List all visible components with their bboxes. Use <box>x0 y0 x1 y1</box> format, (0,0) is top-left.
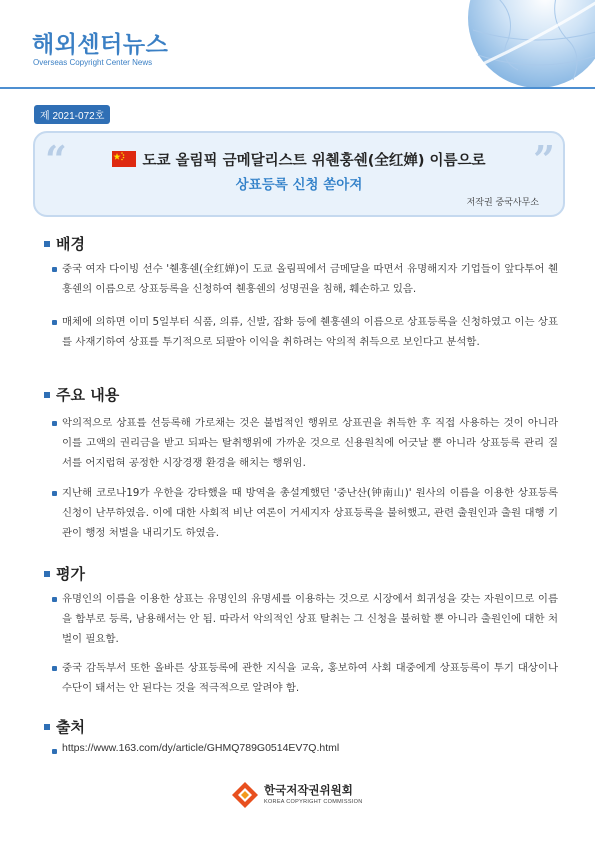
china-flag-icon <box>112 151 136 167</box>
heading-marker-icon <box>44 724 50 730</box>
globe-icon <box>398 0 595 88</box>
kcc-logo-icon <box>230 780 260 810</box>
section-heading-source <box>44 716 85 737</box>
section-heading-label: 배경 <box>56 235 85 253</box>
bullet-icon <box>52 597 57 602</box>
list-item: 중국 여자 다이빙 선수 '췐훙쉔(全红婵)이 도쿄 올림픽에서 금메달을 따면서 유명해지자 기업들이 앞다투어 췐훙쉔의 이름으로 상표등록을 신청하여 췐훙쉔의 성명권을 침해, 훼손하고 있음. <box>62 263 558 295</box>
article-title-line1 <box>35 149 563 170</box>
heading-marker-icon <box>44 392 50 398</box>
section-heading-label: 주요 내용 <box>56 386 120 404</box>
close-quote-icon: ” <box>533 137 555 182</box>
list-item: 매체에 의하면 이미 5일부터 식품, 의류, 신발, 잡화 등에 췐훙쉔의 이름으로 상표등록을 신청하였고 이는 상표를 사재기하여 상표를 투기적으로 되팔아 이익을 취하려는 악의적 취득으로 보인다고 분석함. <box>62 316 558 348</box>
open-quote-icon: “ <box>45 137 67 182</box>
section-heading-label: 평가 <box>56 565 85 583</box>
bullet-icon <box>52 491 57 496</box>
newsletter-title: 해외센터뉴스 <box>32 32 169 58</box>
section-heading-background <box>44 233 85 254</box>
list-item: 유명인의 이름을 이용한 상표는 유명인의 유명세를 이용하는 것으로 시장에서 희귀성을 갖는 자원이므로 이름을 함부로 등록, 남용해서는 안 됨. 따라서 악의적인 상표 탈취는 그 신청을 불허할 뿐 아니라 출원인에 대한 처벌이 필요함. <box>62 593 558 645</box>
section-heading-label: 출처 <box>56 718 85 736</box>
heading-marker-icon <box>44 571 50 577</box>
newsletter-subtitle: Overseas Copyright Center News <box>33 58 153 67</box>
article-title-text: 도쿄 올림픽 금메달리스트 위췐훙쉔(全红婵) 이름으로 <box>142 153 486 169</box>
header-divider <box>0 87 595 89</box>
heading-marker-icon <box>44 241 50 247</box>
list-item: 지난해 코로나19가 우한을 강타했을 때 방역을 총설계했던 '중난산(钟南山)' 원사의 이름을 이용한 상표등록신청이 난무하였음. 이에 대한 사회적 비난 여론이 거세지자 상표등록을 불허했고, 관련 출원인과 출원 대행 기관이 행정 처벌을 내리기도 하였음. <box>62 487 558 539</box>
section-heading-evaluation <box>44 563 85 584</box>
newsletter-header <box>0 0 595 90</box>
article-title-box <box>33 131 565 217</box>
bullet-icon <box>52 267 57 272</box>
list-item: 중국 감독부서 또한 올바른 상표등록에 관한 지식을 교육, 홍보하여 사회 대중에게 상표등록이 투기 대상이나 수단이 돼서는 안 된다는 것을 적극적으로 알려야 함. <box>62 662 558 694</box>
bullet-icon <box>52 421 57 426</box>
issue-number-badge: 제 2021-072호 <box>34 105 110 124</box>
bullet-icon <box>52 749 57 754</box>
section-heading-main <box>44 384 119 405</box>
bullet-icon <box>52 666 57 671</box>
footer-org-name-en: KOREA COPYRIGHT COMMISSION <box>264 799 363 805</box>
article-author: 저작권 중국사무소 <box>466 198 539 208</box>
source-link[interactable]: https://www.163.com/dy/article/GHMQ789G0514EV7Q.html <box>62 742 340 754</box>
article-title-line2: 상표등록 신청 쏟아져 <box>235 177 363 193</box>
bullet-icon <box>52 320 57 325</box>
footer-org-name: 한국저작권위원회 <box>264 783 353 797</box>
list-item: 악의적으로 상표를 선등록해 가로채는 것은 불법적인 행위로 상표권을 취득한 후 직접 사용하는 것이 아니라 이를 고액의 권리금을 받고 되파는 탈취행위에 가까운 것으로 신용원칙에 어긋날 뿐 아니라 상표등록 관리 질서를 어지럽혀 공정한 시장경쟁 환경을 해치는 행위임. <box>62 417 558 469</box>
